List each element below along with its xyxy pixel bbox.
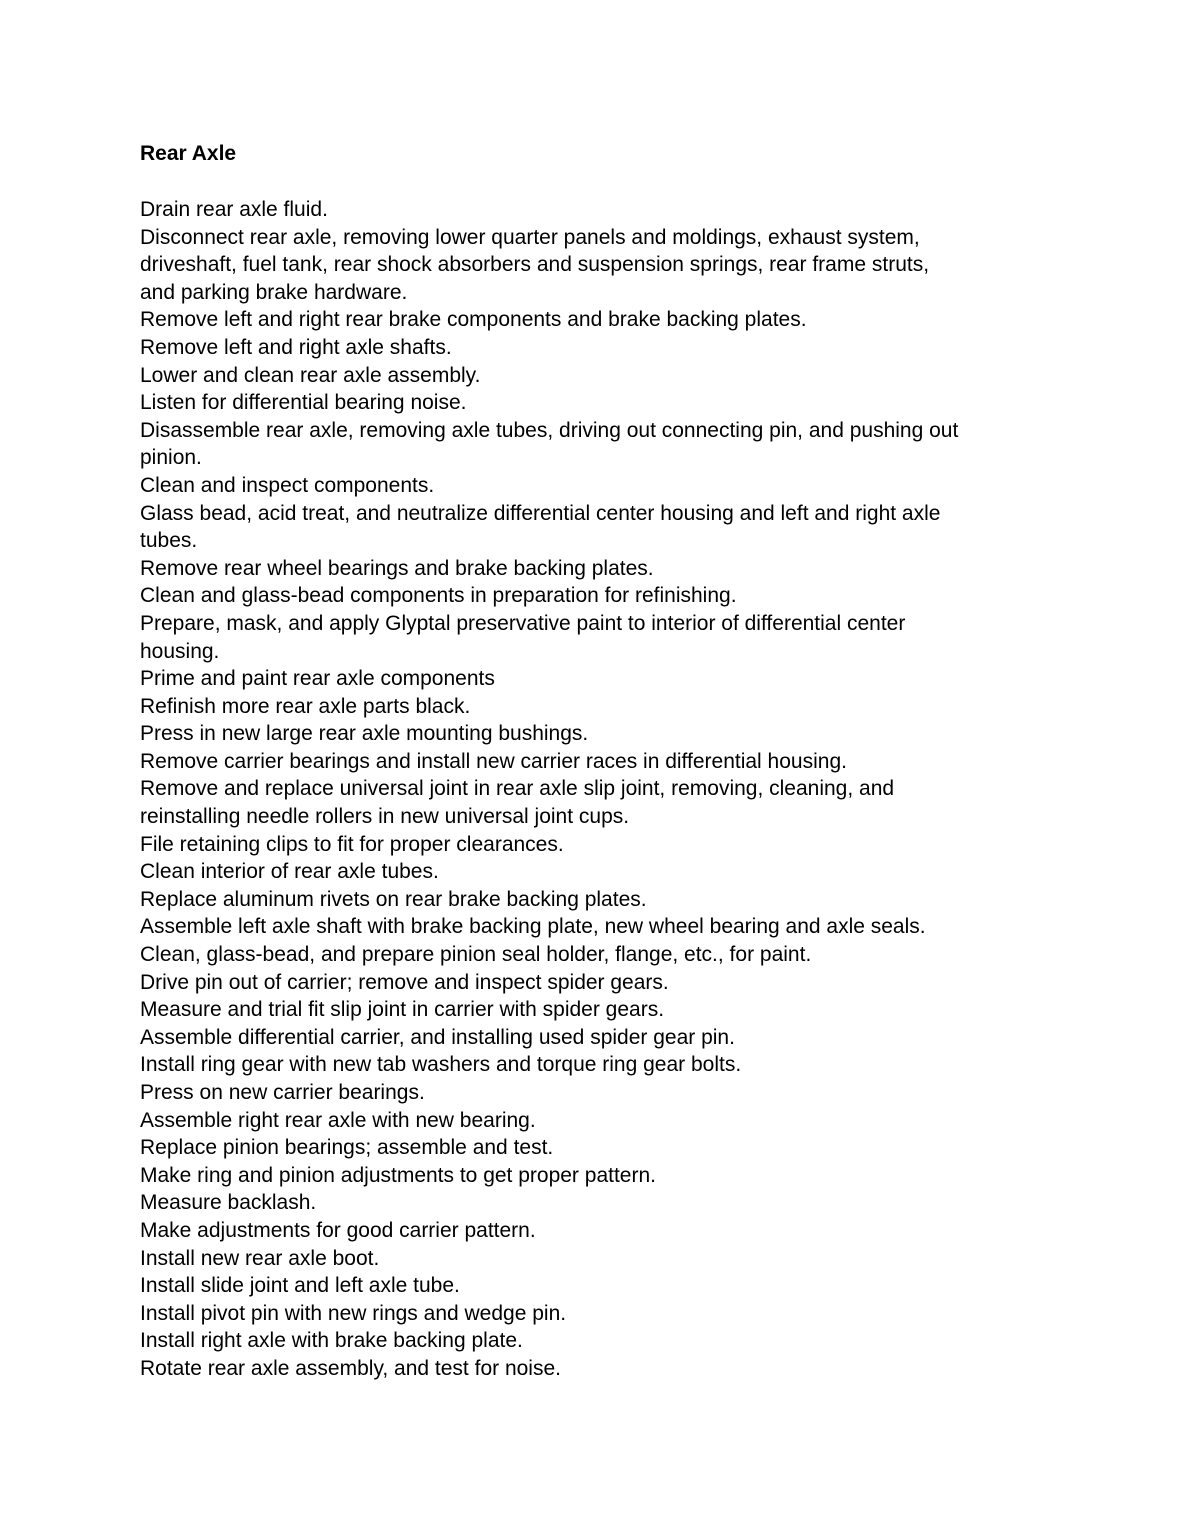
task-line: Remove and replace universal joint in rear axle slip joint, removing, cleaning, and — [140, 777, 895, 801]
task-line: tubes. — [140, 529, 198, 553]
task-line: Clean, glass-bead, and prepare pinion seal holder, flange, etc., for paint. — [140, 943, 812, 967]
task-line: Disconnect rear axle, removing lower quarter panels and moldings, exhaust system, — [140, 225, 920, 249]
task-line: Measure backlash. — [140, 1191, 317, 1215]
task-line: Press in new large rear axle mounting bushings. — [140, 722, 589, 746]
task-line: Measure and trial fit slip joint in carrier with spider gears. — [140, 998, 665, 1022]
task-line: reinstalling needle rollers in new universal joint cups. — [140, 805, 630, 829]
task-line: Replace aluminum rivets on rear brake backing plates. — [140, 887, 647, 911]
task-line: driveshaft, fuel tank, rear shock absorbers and suspension springs, rear frame struts, — [140, 253, 930, 277]
task-line: housing. — [140, 639, 220, 663]
task-line: Listen for differential bearing noise. — [140, 391, 467, 415]
task-line: Make ring and pinion adjustments to get proper pattern. — [140, 1163, 656, 1187]
task-line: Lower and clean rear axle assembly. — [140, 363, 481, 387]
task-line: Prepare, mask, and apply Glyptal preservative paint to interior of differential center — [140, 611, 906, 635]
task-line: Install new rear axle boot. — [140, 1246, 380, 1270]
task-line: Drive pin out of carrier; remove and inspect spider gears. — [140, 970, 669, 994]
task-line: Assemble right rear axle with new bearing. — [140, 1108, 536, 1132]
task-line: File retaining clips to fit for proper clearances. — [140, 832, 564, 856]
task-line: and parking brake hardware. — [140, 280, 408, 304]
task-line: Install ring gear with new tab washers and torque ring gear bolts. — [140, 1053, 742, 1077]
task-line: Install pivot pin with new rings and wedge pin. — [140, 1301, 567, 1325]
task-line: Remove carrier bearings and install new carrier races in differential housing. — [140, 749, 847, 773]
task-line: Remove left and right axle shafts. — [140, 335, 452, 359]
task-line: Install right axle with brake backing plate. — [140, 1329, 523, 1353]
document-content — [140, 138, 1070, 1383]
task-line: Replace pinion bearings; assemble and test. — [140, 1136, 554, 1160]
task-line: Assemble differential carrier, and installing used spider gear pin. — [140, 1025, 735, 1049]
task-line: Install slide joint and left axle tube. — [140, 1274, 460, 1298]
task-line: Clean and glass-bead components in preparation for refinishing. — [140, 584, 737, 608]
task-line: Clean interior of rear axle tubes. — [140, 860, 439, 884]
task-line: Press on new carrier bearings. — [140, 1081, 425, 1104]
task-line: pinion. — [140, 446, 202, 470]
task-line: Remove left and right rear brake components and brake backing plates. — [140, 308, 807, 332]
task-list — [140, 196, 1070, 1383]
task-line: Remove rear wheel bearings and brake backing plates. — [140, 556, 654, 580]
task-line: Disassemble rear axle, removing axle tubes, driving out connecting pin, and pushing out — [140, 418, 959, 442]
task-line: Clean and inspect components. — [140, 473, 435, 497]
task-line: Refinish more rear axle parts black. — [140, 694, 471, 718]
task-line: Assemble left axle shaft with brake backing plate, new wheel bearing and axle seals. — [140, 915, 926, 939]
document-title: Rear Axle — [140, 142, 237, 165]
task-line: Drain rear axle fluid. — [140, 198, 328, 221]
task-line: Rotate rear axle assembly, and test for noise. — [140, 1356, 561, 1380]
task-line: Make adjustments for good carrier pattern. — [140, 1218, 536, 1242]
task-line: Prime and paint rear axle components — [140, 667, 495, 691]
task-line: Glass bead, acid treat, and neutralize differential center housing and left and right axle — [140, 501, 941, 525]
